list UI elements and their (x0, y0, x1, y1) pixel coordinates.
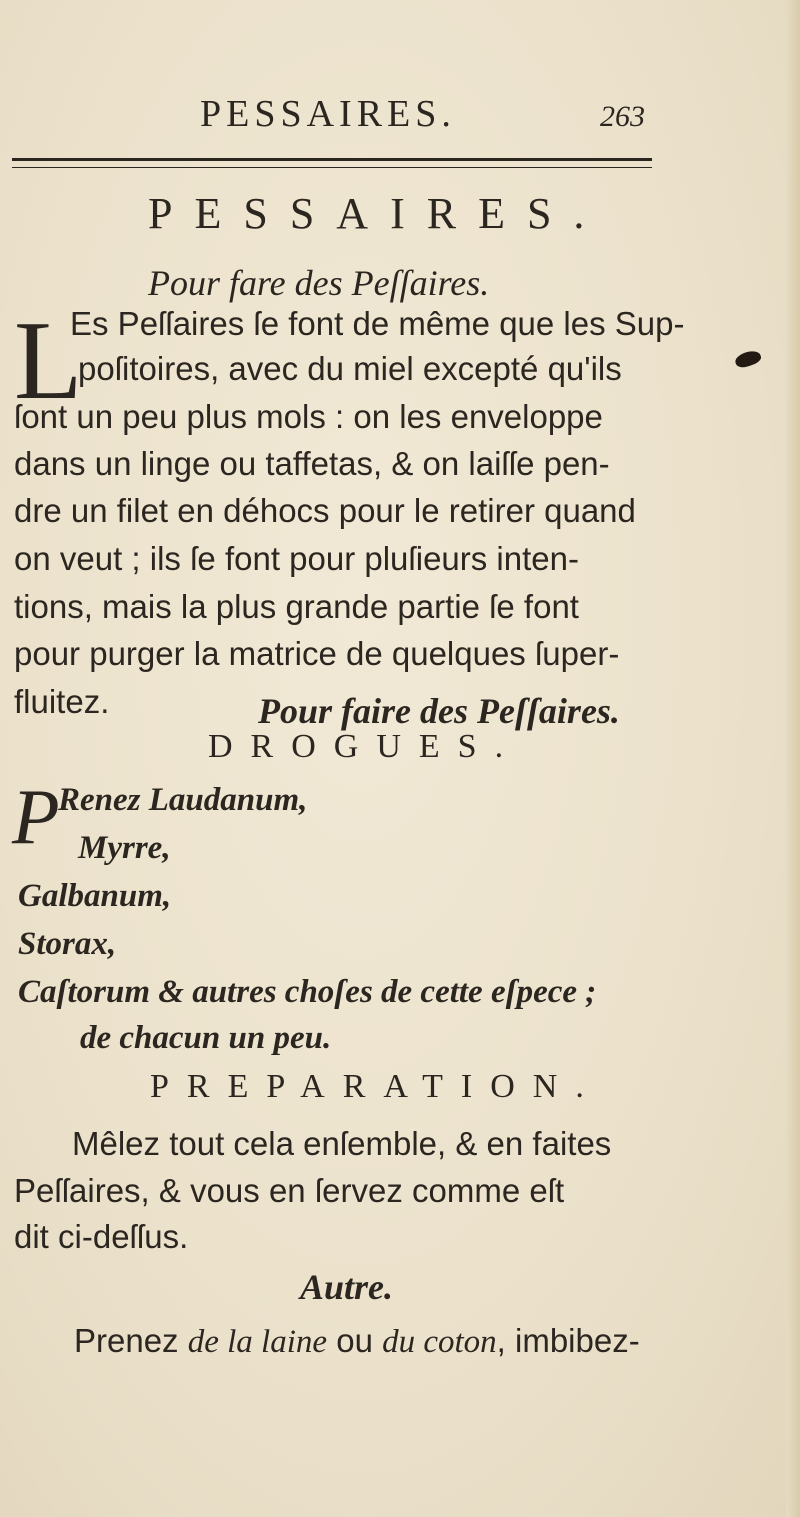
paragraph-line-last (74, 1322, 640, 1361)
ingredient-item: Galbanum, (18, 878, 172, 914)
ingredient-item: Renez Laudanum, (58, 782, 308, 818)
drop-cap-l: L (14, 299, 83, 423)
ink-blot (733, 348, 762, 370)
ingredient-item: Storax, (18, 926, 117, 962)
heading-preparation: PREPARATION. (150, 1068, 602, 1105)
ingredient-item: Caſtorum & autres choſes de cette eſpece ; (18, 974, 597, 1010)
page-title: PESSAIRES. (148, 189, 607, 238)
paragraph-line: dre un filet en déhocs pour le retirer quand (14, 492, 636, 529)
paragraph-line: Peſſaires, & vous en ſervez comme eſt (14, 1172, 565, 1209)
subtitle-pour-fare: Pour fare des Peſſaires. (148, 263, 490, 303)
paragraph-line: poſitoires, avec du miel excepté qu'ils (78, 350, 622, 387)
paragraph-line: dans un linge ou taffetas, & on laiſſe pen- (14, 445, 610, 482)
text-imbibez: , imbibez- (496, 1322, 640, 1359)
text-de-la-laine: de la laine (187, 1324, 328, 1360)
paragraph-line: fluitez. (14, 683, 110, 720)
ingredient-item: Myrre, (78, 830, 171, 866)
running-head: PESSAIRES. (200, 93, 456, 135)
text-du-coton: du coton (382, 1324, 497, 1360)
drop-cap-p: P (12, 773, 60, 860)
header-rule (12, 158, 652, 168)
page-edge (786, 0, 800, 1517)
text-ou: ou (327, 1322, 383, 1359)
paragraph-line: Mêlez tout cela enſemble, & en faites (72, 1125, 612, 1162)
paragraph-line: pour purger la matrice de quelques ſuper- (14, 635, 620, 672)
paragraph-line: ſont un peu plus mols : on les enveloppe (14, 398, 603, 435)
page-number: 263 (600, 100, 645, 133)
paragraph-line: Es Peſſaires ſe font de même que les Sup- (70, 305, 685, 342)
heading-drogues: DROGUES. (208, 728, 522, 765)
paragraph-line: tions, mais la plus grande partie ſe font (14, 588, 579, 625)
subtitle-pour-faire: Pour faire des Peſſaires. (258, 691, 620, 731)
subtitle-autre: Autre. (300, 1267, 394, 1307)
ingredient-item: de chacun un peu. (80, 1020, 332, 1056)
paragraph-line: on veut ; ils ſe font pour pluſieurs inten- (14, 540, 579, 577)
paragraph-line: dit ci-deſſus. (14, 1218, 189, 1255)
text-prenez: Prenez (74, 1322, 188, 1359)
